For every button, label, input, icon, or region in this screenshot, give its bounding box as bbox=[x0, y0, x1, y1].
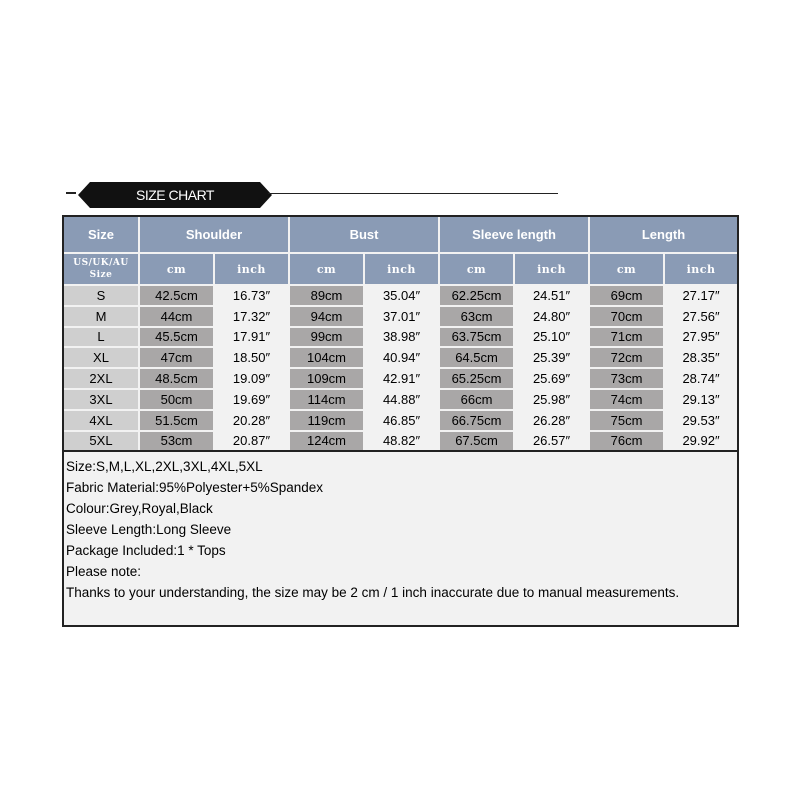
bust-cm: 99cm bbox=[289, 327, 364, 348]
shoulder-inch: 19.09″ bbox=[214, 368, 289, 389]
length-cm: 76cm bbox=[589, 431, 664, 452]
bust-cm: 124cm bbox=[289, 431, 364, 452]
table-row bbox=[64, 389, 737, 410]
size-cell: M bbox=[64, 306, 139, 327]
shoulder-inch: 19.69″ bbox=[214, 389, 289, 410]
bust-cm: 109cm bbox=[289, 368, 364, 389]
product-info bbox=[64, 452, 737, 625]
shoulder-inch: 17.91″ bbox=[214, 327, 289, 348]
sleeve-inch: 25.10″ bbox=[514, 327, 589, 348]
length-cm: 74cm bbox=[589, 389, 664, 410]
col-header-size: Size bbox=[64, 217, 139, 253]
sleeve-inch: 25.98″ bbox=[514, 389, 589, 410]
bust-inch: 37.01″ bbox=[364, 306, 439, 327]
unit-cm: cm bbox=[439, 253, 514, 285]
unit-inch: inch bbox=[664, 253, 737, 285]
length-cm: 69cm bbox=[589, 285, 664, 306]
bust-cm: 114cm bbox=[289, 389, 364, 410]
shoulder-inch: 17.32″ bbox=[214, 306, 289, 327]
length-inch: 27.56″ bbox=[664, 306, 737, 327]
size-cell: 4XL bbox=[64, 410, 139, 431]
col-header-bust: Bust bbox=[289, 217, 439, 253]
length-cm: 72cm bbox=[589, 347, 664, 368]
length-inch: 28.35″ bbox=[664, 347, 737, 368]
info-line: Please note: bbox=[66, 564, 142, 580]
sleeve-cm: 65.25cm bbox=[439, 368, 514, 389]
shoulder-inch: 20.87″ bbox=[214, 431, 289, 452]
length-inch: 29.92″ bbox=[664, 431, 737, 452]
bust-inch: 35.04″ bbox=[364, 285, 439, 306]
sleeve-cm: 66cm bbox=[439, 389, 514, 410]
shoulder-cm: 47cm bbox=[139, 347, 214, 368]
length-cm: 73cm bbox=[589, 368, 664, 389]
shoulder-cm: 53cm bbox=[139, 431, 214, 452]
info-line: Package Included:1 * Tops bbox=[66, 543, 226, 559]
shoulder-inch: 18.50″ bbox=[214, 347, 289, 368]
bust-cm: 89cm bbox=[289, 285, 364, 306]
size-region-header: US/UK/AU Size bbox=[64, 253, 139, 285]
shoulder-cm: 48.5cm bbox=[139, 368, 214, 389]
shoulder-cm: 51.5cm bbox=[139, 410, 214, 431]
table-row bbox=[64, 431, 737, 452]
shoulder-cm: 50cm bbox=[139, 389, 214, 410]
length-inch: 27.95″ bbox=[664, 327, 737, 348]
unit-inch: inch bbox=[364, 253, 439, 285]
length-cm: 71cm bbox=[589, 327, 664, 348]
info-line: Sleeve Length:Long Sleeve bbox=[66, 522, 232, 538]
shoulder-inch: 16.73″ bbox=[214, 285, 289, 306]
info-line: Fabric Material:95%Polyester+5%Spandex bbox=[66, 480, 324, 496]
length-inch: 27.17″ bbox=[664, 285, 737, 306]
bust-inch: 40.94″ bbox=[364, 347, 439, 368]
sleeve-cm: 67.5cm bbox=[439, 431, 514, 452]
shoulder-cm: 42.5cm bbox=[139, 285, 214, 306]
unit-row bbox=[64, 253, 737, 285]
size-cell: S bbox=[64, 285, 139, 306]
sleeve-cm: 63.75cm bbox=[439, 327, 514, 348]
sleeve-inch: 26.57″ bbox=[514, 431, 589, 452]
bust-cm: 104cm bbox=[289, 347, 364, 368]
col-header-length: Length bbox=[589, 217, 737, 253]
bust-inch: 46.85″ bbox=[364, 410, 439, 431]
unit-inch: inch bbox=[514, 253, 589, 285]
length-inch: 29.53″ bbox=[664, 410, 737, 431]
size-rows bbox=[64, 285, 737, 451]
col-header-shoulder: Shoulder bbox=[139, 217, 289, 253]
bust-inch: 44.88″ bbox=[364, 389, 439, 410]
banner-ribbon bbox=[90, 182, 260, 208]
shoulder-cm: 45.5cm bbox=[139, 327, 214, 348]
table-row bbox=[64, 285, 737, 306]
table-row bbox=[64, 368, 737, 389]
table-row bbox=[64, 306, 737, 327]
info-line: Colour:Grey,Royal,Black bbox=[66, 501, 213, 517]
size-cell: 2XL bbox=[64, 368, 139, 389]
bust-inch: 42.91″ bbox=[364, 368, 439, 389]
header-row bbox=[64, 217, 737, 253]
table-row bbox=[64, 327, 737, 348]
length-cm: 75cm bbox=[589, 410, 664, 431]
bust-cm: 94cm bbox=[289, 306, 364, 327]
sleeve-inch: 26.28″ bbox=[514, 410, 589, 431]
banner-title: SIZE CHART bbox=[96, 185, 254, 205]
unit-cm: cm bbox=[589, 253, 664, 285]
size-cell: XL bbox=[64, 347, 139, 368]
sleeve-cm: 62.25cm bbox=[439, 285, 514, 306]
sleeve-inch: 25.39″ bbox=[514, 347, 589, 368]
unit-inch: inch bbox=[214, 253, 289, 285]
unit-cm: cm bbox=[139, 253, 214, 285]
banner-dash bbox=[66, 192, 76, 194]
size-cell: 3XL bbox=[64, 389, 139, 410]
size-chart-table bbox=[62, 215, 739, 627]
sleeve-inch: 24.51″ bbox=[514, 285, 589, 306]
table-row bbox=[64, 347, 737, 368]
sleeve-cm: 66.75cm bbox=[439, 410, 514, 431]
info-line: Thanks to your understanding, the size may be 2 cm / 1 inch inaccurate due to manual measurements. bbox=[66, 585, 680, 601]
length-cm: 70cm bbox=[589, 306, 664, 327]
shoulder-cm: 44cm bbox=[139, 306, 214, 327]
sleeve-inch: 25.69″ bbox=[514, 368, 589, 389]
size-cell: L bbox=[64, 327, 139, 348]
sleeve-cm: 63cm bbox=[439, 306, 514, 327]
bust-inch: 48.82″ bbox=[364, 431, 439, 452]
length-inch: 28.74″ bbox=[664, 368, 737, 389]
unit-cm: cm bbox=[289, 253, 364, 285]
bust-inch: 38.98″ bbox=[364, 327, 439, 348]
shoulder-inch: 20.28″ bbox=[214, 410, 289, 431]
sleeve-inch: 24.80″ bbox=[514, 306, 589, 327]
bust-cm: 119cm bbox=[289, 410, 364, 431]
size-cell: 5XL bbox=[64, 431, 139, 452]
banner-rule bbox=[268, 193, 558, 194]
table-row bbox=[64, 410, 737, 431]
size-chart-banner bbox=[62, 178, 562, 210]
info-line: Size:S,M,L,XL,2XL,3XL,4XL,5XL bbox=[66, 459, 263, 475]
col-header-sleeve-length: Sleeve length bbox=[439, 217, 589, 253]
sleeve-cm: 64.5cm bbox=[439, 347, 514, 368]
length-inch: 29.13″ bbox=[664, 389, 737, 410]
